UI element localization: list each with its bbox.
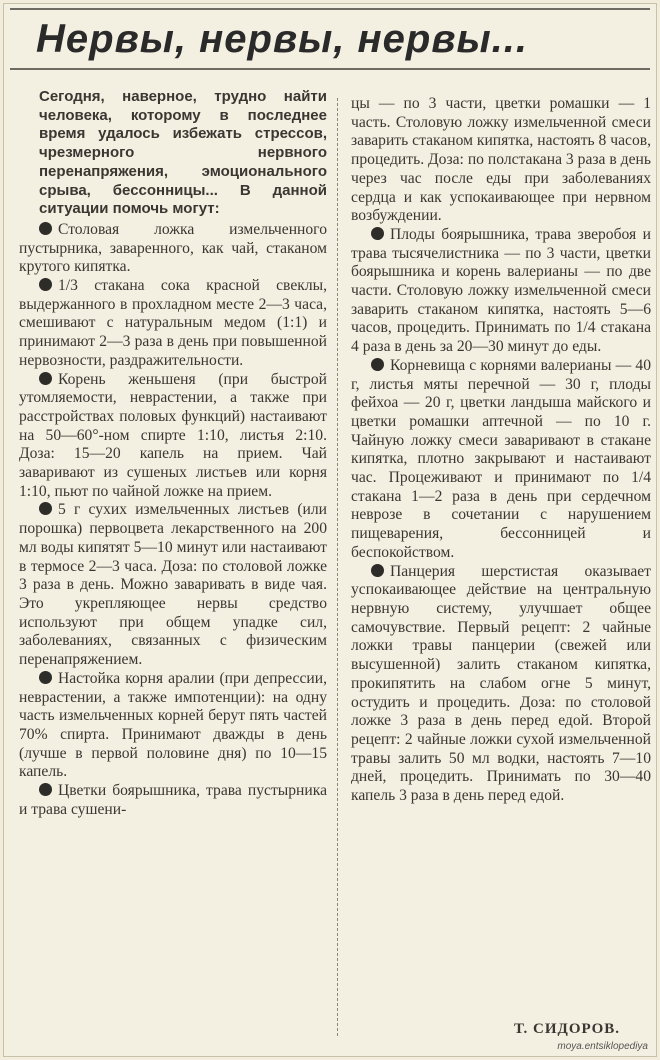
- recipe-item: Столовая ложка измельченного пустырника, заваренного, как чай, стаканом крутого кипятка.: [19, 220, 327, 276]
- recipe-continuation: цы — по 3 части, цветки ромашки — 1 часть. Столовую ложку измельченной смеси заварить стаканом кипятка, настоять 8 часов, процедить. Доза: по полстакана 3 раза в день через час после еды при заболеваниях сердца и как успокаивающее при нервном возбуждении.: [351, 95, 651, 225]
- article-title: Нервы, нервы, нервы...: [36, 16, 528, 61]
- bullet-icon: [39, 671, 52, 684]
- bullet-icon: [39, 278, 52, 291]
- bullet-icon: [371, 227, 384, 240]
- recipe-item: Панцерия шерстистая оказывает успокаивающее действие на центральную нервную систему, улучшает общее самочувствие. Первый рецепт: 2 чайные ложки травы панцерии (свежей или высушенной) залить стаканом кипятка, прокипятить на слабом огне 5 минут, остудить и процедить. Доза: по столовой ложке 3 раза в день перед едой. Второй рецепт: 2 чайные ложки сухой измельченной травы залить 50 мл водки, настоять 7—10 дней, процедить. Принимать по 30—40 капель 3 раза в день перед едой.: [351, 562, 651, 805]
- right-column: [351, 95, 651, 806]
- bullet-icon: [371, 358, 384, 371]
- recipe-item: 1/3 стакана сока красной свеклы, выдержанного в прохладном месте 2—3 часа, смешивают с натуральным медом (1:1) и принимают 2—3 раза в день при повышенной нервозности, раздражительности.: [19, 277, 327, 369]
- headline-bar: [10, 8, 650, 70]
- recipe-item: Плоды боярышника, трава зверобоя и трава тысячелистника — по 3 части, цветки боярышника и корень валерианы — по две части. Столовую ложку измельченной смеси заварить стаканом кипятка, настоять 5—6 часов, процедить. Принимать по 1/4 стакана 4 раза в день за 20—30 минут до еды.: [351, 225, 651, 356]
- recipe-item: Цветки боярышника, трава пустырника и трава сушени-: [19, 782, 327, 818]
- bullet-icon: [39, 783, 52, 796]
- recipe-item: Корневища с корнями валерианы — 40 г, листья мяты перечной — 30 г, плоды фейхоа — 20 г, цветки ландыша майского и цветки ромашки аптечной — по 10 г. Чайную ложку смеси заваривают в стакане кипятка, плотно закрывают и настаивают час. Процеживают и принимают по 1/4 стакана 1—2 раза в день при сердечном неврозе в сочетании с нарушением пищеварения, бессонницей и беспокойством.: [351, 356, 651, 561]
- recipe-item: 5 г сухих измельченных листьев (или порошка) первоцвета лекарственного на 200 мл воды кипятят 5—10 минут или настаивают в термосе 2—3 часа. Доза: по столовой ложке 3 раза в день. Можно заваривать в виде чая. Это укрепляющее нервы средство используют при общем упадке сил, заболеваниях, связанных с физическим перенапряжением.: [19, 501, 327, 669]
- column-divider: [337, 98, 338, 1036]
- bullet-icon: [39, 222, 52, 235]
- article-lead: Сегодня, наверное, трудно найти человека, которому в последнее время удалось избежать стрессов, чрезмерного нервного перенапряжения, эмоционального срыва, бессонницы... В данной ситуации помочь могут:: [39, 88, 327, 218]
- bullet-icon: [39, 502, 52, 515]
- newspaper-clipping: [3, 3, 657, 1057]
- bullet-icon: [371, 564, 384, 577]
- left-column: [19, 88, 327, 819]
- recipe-item: Настойка корня аралии (при депрессии, неврастении, а также импотенции): на одну часть измельченных корней берут пять частей 70% спирта. Принимают дважды в день (лучше в первой половине дня) по 10—15 капель.: [19, 669, 327, 781]
- author-signature: Т. СИДОРОВ.: [514, 1021, 620, 1037]
- bullet-icon: [39, 372, 52, 385]
- source-watermark: moya.entsiklopediya: [557, 1041, 648, 1052]
- recipe-item: Корень женьшеня (при быстрой утомляемости, неврастении, а также при расстройствах половых функций) настаивают на 50—60°-ном спирте 1:10, листья 2:10. Доза: 15—20 капель на прием. Чай заваривают из сушеных листьев или корня 1:10, пьют по чайной ложке на прием.: [19, 370, 327, 500]
